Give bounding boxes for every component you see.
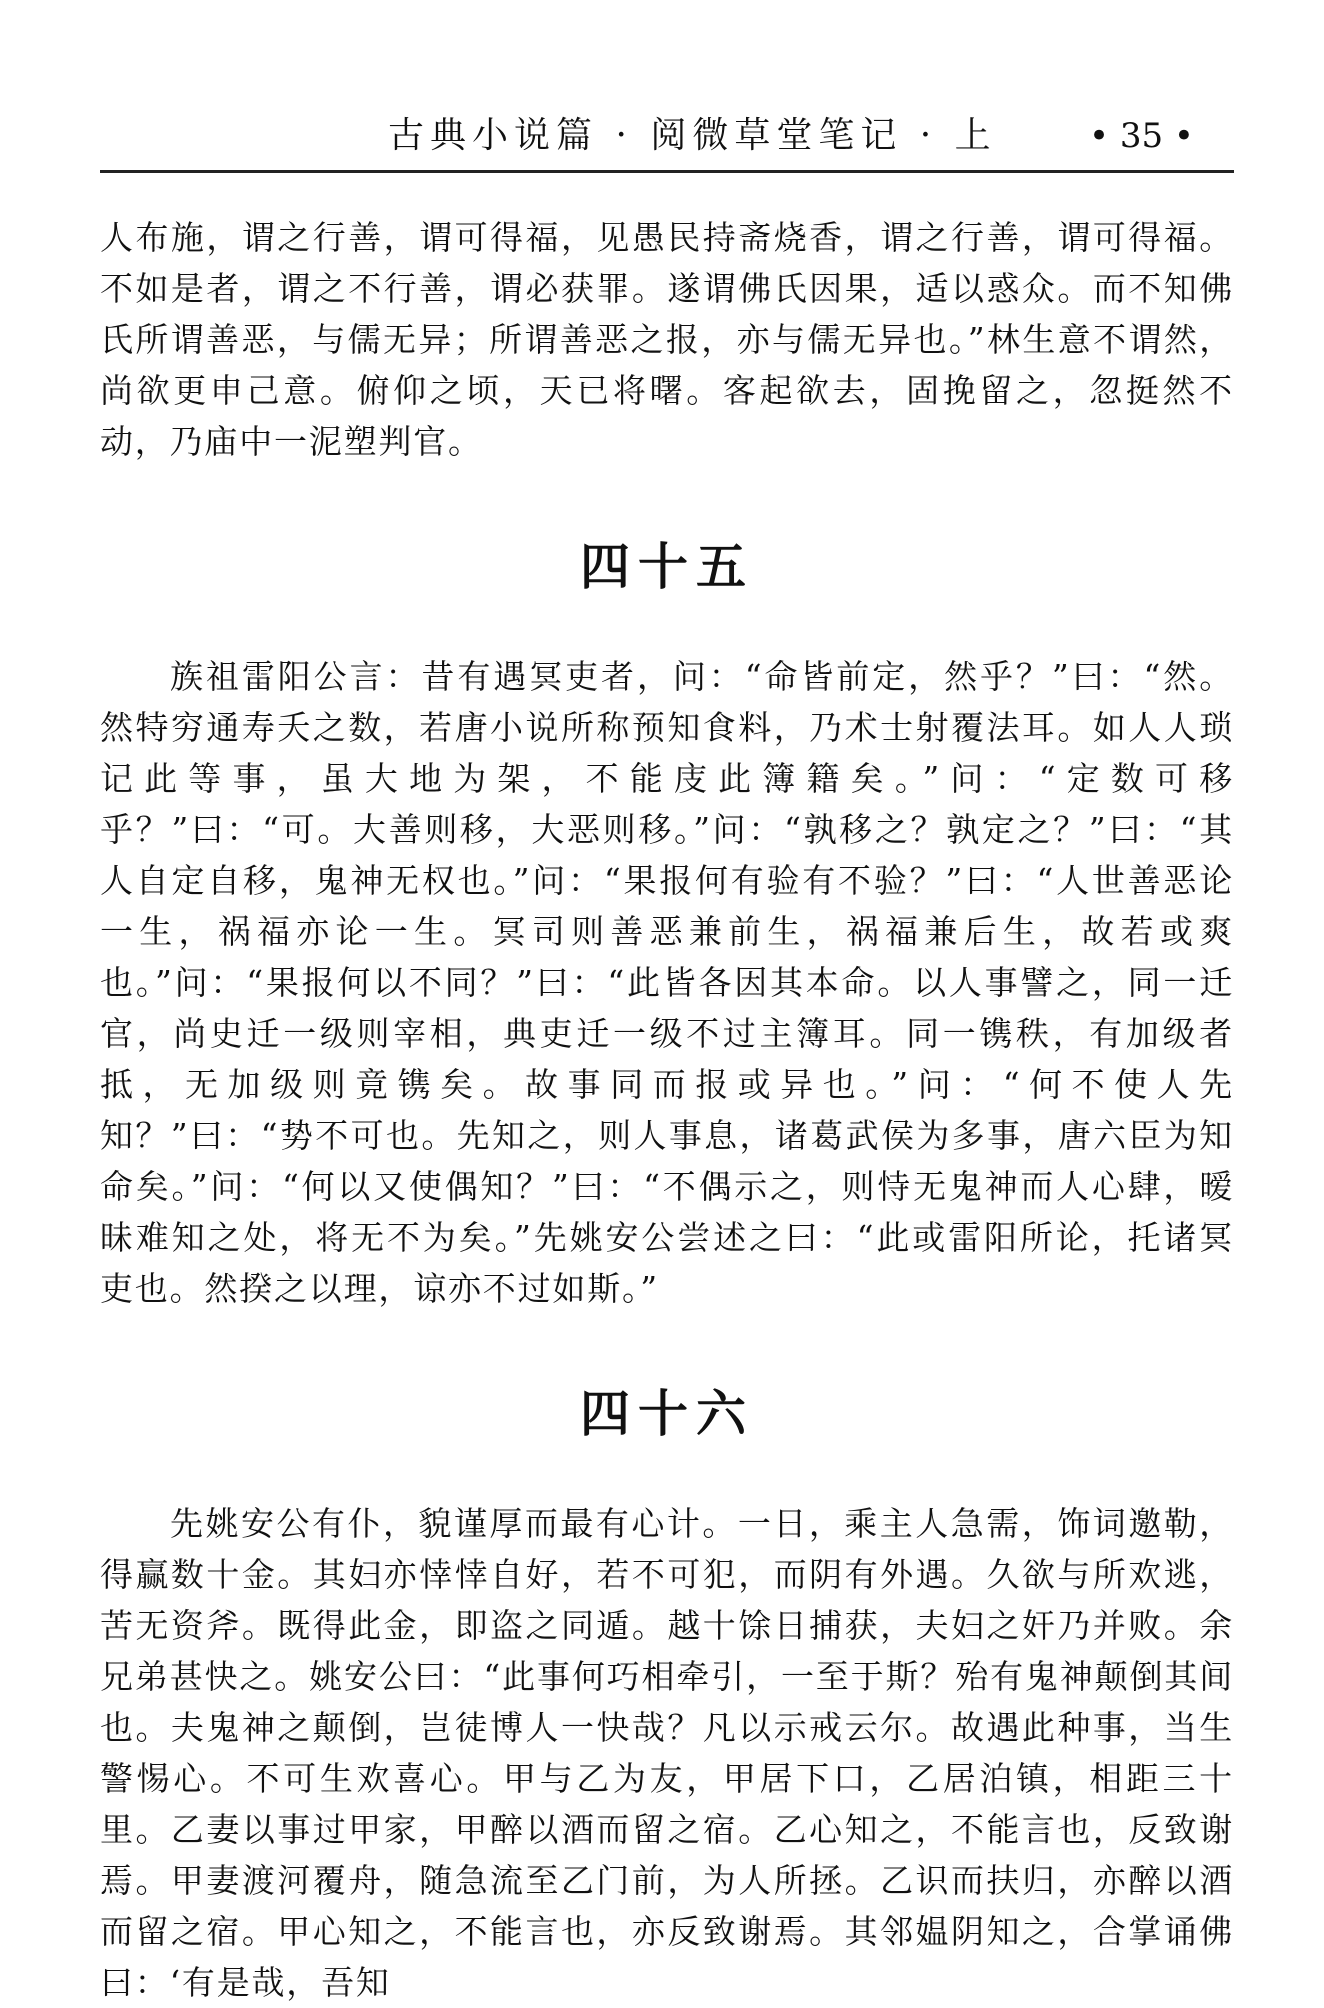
page-body: [100, 212, 1234, 2008]
section-heading-45: 四十五: [580, 538, 754, 596]
paragraph-section-46: 先姚安公有仆，貌谨厚而最有心计。一日，乘主人急需，饰词邀勒，得赢数十金。其妇亦悻悻自好，若不可犯，而阴有外遇。久欲与所欢逃，苦无资斧。既得此金，即盗之同遁。越十馀日捕获，夫妇之奸乃并败。余兄弟甚快之。姚安公曰：“此事何巧相牵引，一至于斯？殆有鬼神颠倒其间也。夫鬼神之颠倒，岂徒博人一快哉？凡以示戒云尔。故遇此种事，当生警惕心。不可生欢喜心。甲与乙为友，甲居下口，乙居泊镇，相距三十里。乙妻以事过甲家，甲醉以酒而留之宿。乙心知之，不能言也，反致谢焉。甲妻渡河覆舟，随急流至乙门前，为人所拯。乙识而扶归，亦醉以酒而留之宿。甲心知之，不能言也，亦反致谢焉。其邻媪阴知之，合掌诵佛曰：‘有是哉，吾知: [100, 1504, 1234, 2002]
paragraph-section-45: 族祖雷阳公言：昔有遇冥吏者，问：“命皆前定，然乎？”曰：“然。然特穷通寿夭之数，若唐小说所称预知食料，乃术士射覆法耳。如人人琐记此等事，虽大地为架，不能庋此簿籍矣。”问：“定数可移乎？”曰：“可。大善则移，大恶则移。”问：“孰移之？孰定之？”曰：“其人自定自移，鬼神无权也。”问：“果报何有验有不验？”曰：“人世善恶论一生，祸福亦论一生。冥司则善恶兼前生，祸福兼后生，故若或爽也。”问：“果报何以不同？”曰：“此皆各因其本命。以人事譬之，同一迁官，尚史迁一级则宰相，典吏迁一级不过主簿耳。同一镌秩，有加级者抵，无加级则竟镌矣。故事同而报或异也。”问：“何不使人先知？”曰：“势不可也。先知之，则人事息，诸葛武侯为多事，唐六臣为知命矣。”问：“何以又使偶知？”曰：“不偶示之，则恃无鬼神而人心肆，暧昧难知之处，将无不为矣。”先姚安公尝述之曰：“此或雷阳所论，托诸冥吏也。然揆之以理，谅亦不过如斯。”: [100, 657, 1234, 1308]
paragraph-continued: 人布施，谓之行善，谓可得福，见愚民持斋烧香，谓之行善，谓可得福。不如是者，谓之不行善，谓必获罪。遂谓佛氏因果，适以惑众。而不知佛氏所谓善恶，与儒无异；所谓善恶之报，亦与儒无异也。”林生意不谓然，尚欲更申己意。俯仰之顷，天已将曙。客起欲去，固挽留之，忽挺然不动，乃庙中一泥塑判官。: [100, 218, 1234, 461]
running-header: [100, 112, 1234, 173]
section-heading-46: 四十六: [580, 1385, 754, 1443]
page-number: • 35 •: [1089, 116, 1194, 156]
book-title: 古典小说篇 · 阅微草堂笔记 · 上: [388, 115, 997, 156]
